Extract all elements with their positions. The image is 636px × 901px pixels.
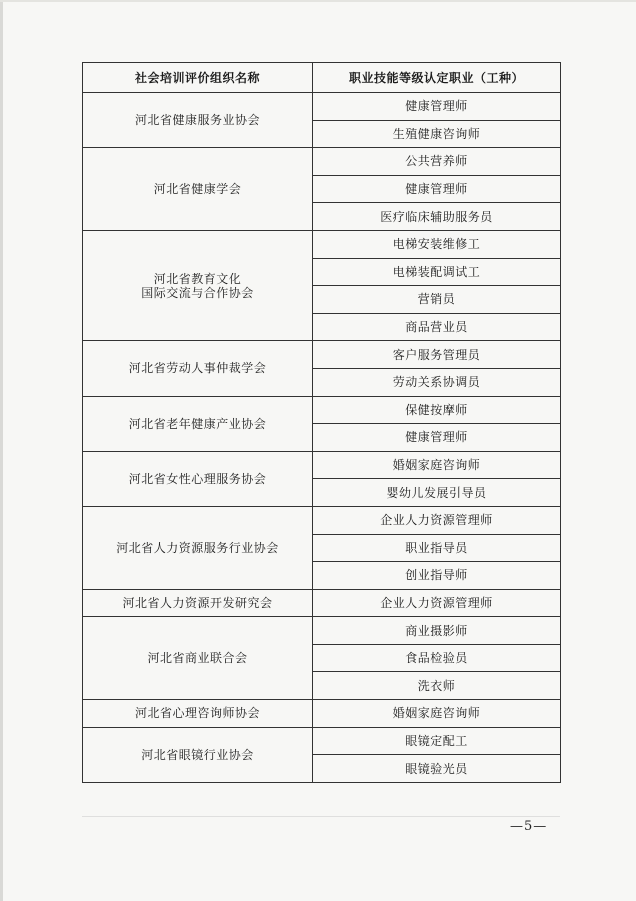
occupation-cell: 劳动关系协调员 [313,368,561,396]
occupation-cell: 洗衣师 [313,672,561,700]
organization-name-line: 河北省健康服务业协会 [134,113,260,128]
table-body [83,93,561,783]
organization-cell [83,451,313,506]
header-occupation: 职业技能等级认定职业（工种） [313,63,561,93]
occupation-cell: 职业指导员 [313,534,561,562]
organization-name-line: 河北省人力资源服务行业协会 [116,540,279,555]
table-row [83,230,561,258]
occupation-cell: 创业指导师 [313,562,561,590]
organization-name-line: 河北省心理咨询师协会 [134,706,260,721]
occupation-cell: 保健按摩师 [313,396,561,424]
table-row [83,617,561,645]
table-row [83,93,561,121]
organization-cell [83,230,313,340]
organization-name-line: 河北省商业联合会 [147,651,248,666]
organization-name-line: 河北省劳动人事仲裁学会 [128,361,267,376]
occupation-cell: 商业摄影师 [313,617,561,645]
occupation-cell: 企业人力资源管理师 [313,589,561,617]
organization-cell [83,617,313,700]
table-row [83,727,561,755]
occupation-cell: 婚姻家庭咨询师 [313,700,561,728]
organization-name-line: 河北省眼镜行业协会 [141,747,254,762]
page-edge [0,0,3,901]
occupation-cell: 婴幼儿发展引导员 [313,479,561,507]
occupation-cell: 医疗临床辅助服务员 [313,203,561,231]
footer-rule [82,816,560,817]
occupation-cell: 健康管理师 [313,424,561,452]
organization-occupation-table [82,62,561,783]
organization-name-line: 河北省健康学会 [153,182,242,197]
table-row [83,341,561,369]
occupation-cell: 客户服务管理员 [313,341,561,369]
organization-cell [83,148,313,231]
occupation-cell: 营销员 [313,286,561,314]
header-organization: 社会培训评价组织名称 [83,63,313,93]
occupation-cell: 眼镜验光员 [313,755,561,783]
organization-cell [83,727,313,782]
organization-cell [83,506,313,589]
organization-name-line: 国际交流与合作协会 [141,285,254,300]
page-number: —5— [510,819,548,834]
occupation-cell: 企业人力资源管理师 [313,506,561,534]
organization-cell [83,700,313,728]
table-row [83,700,561,728]
page-edge-top [0,0,636,2]
organization-cell [83,396,313,451]
organization-name-line: 河北省教育文化 [153,271,242,286]
occupation-cell: 眼镜定配工 [313,727,561,755]
occupation-cell: 电梯装配调试工 [313,258,561,286]
occupation-cell: 电梯安装维修工 [313,230,561,258]
occupation-cell: 健康管理师 [313,175,561,203]
table-header-row [83,63,561,93]
occupation-cell: 食品检验员 [313,644,561,672]
table-row [83,451,561,479]
organization-name-line: 河北省女性心理服务协会 [128,471,267,486]
table-row [83,396,561,424]
organization-name-line: 河北省老年健康产业协会 [128,416,267,431]
organization-name-line: 河北省人力资源开发研究会 [122,595,273,610]
occupation-cell: 健康管理师 [313,93,561,121]
table-row [83,148,561,176]
occupation-cell: 公共营养师 [313,148,561,176]
table-row [83,589,561,617]
occupation-cell: 婚姻家庭咨询师 [313,451,561,479]
table-row [83,506,561,534]
occupation-cell: 商品营业员 [313,313,561,341]
organization-cell [83,589,313,617]
organization-cell [83,93,313,148]
occupation-cell: 生殖健康咨询师 [313,120,561,148]
organization-cell [83,341,313,396]
